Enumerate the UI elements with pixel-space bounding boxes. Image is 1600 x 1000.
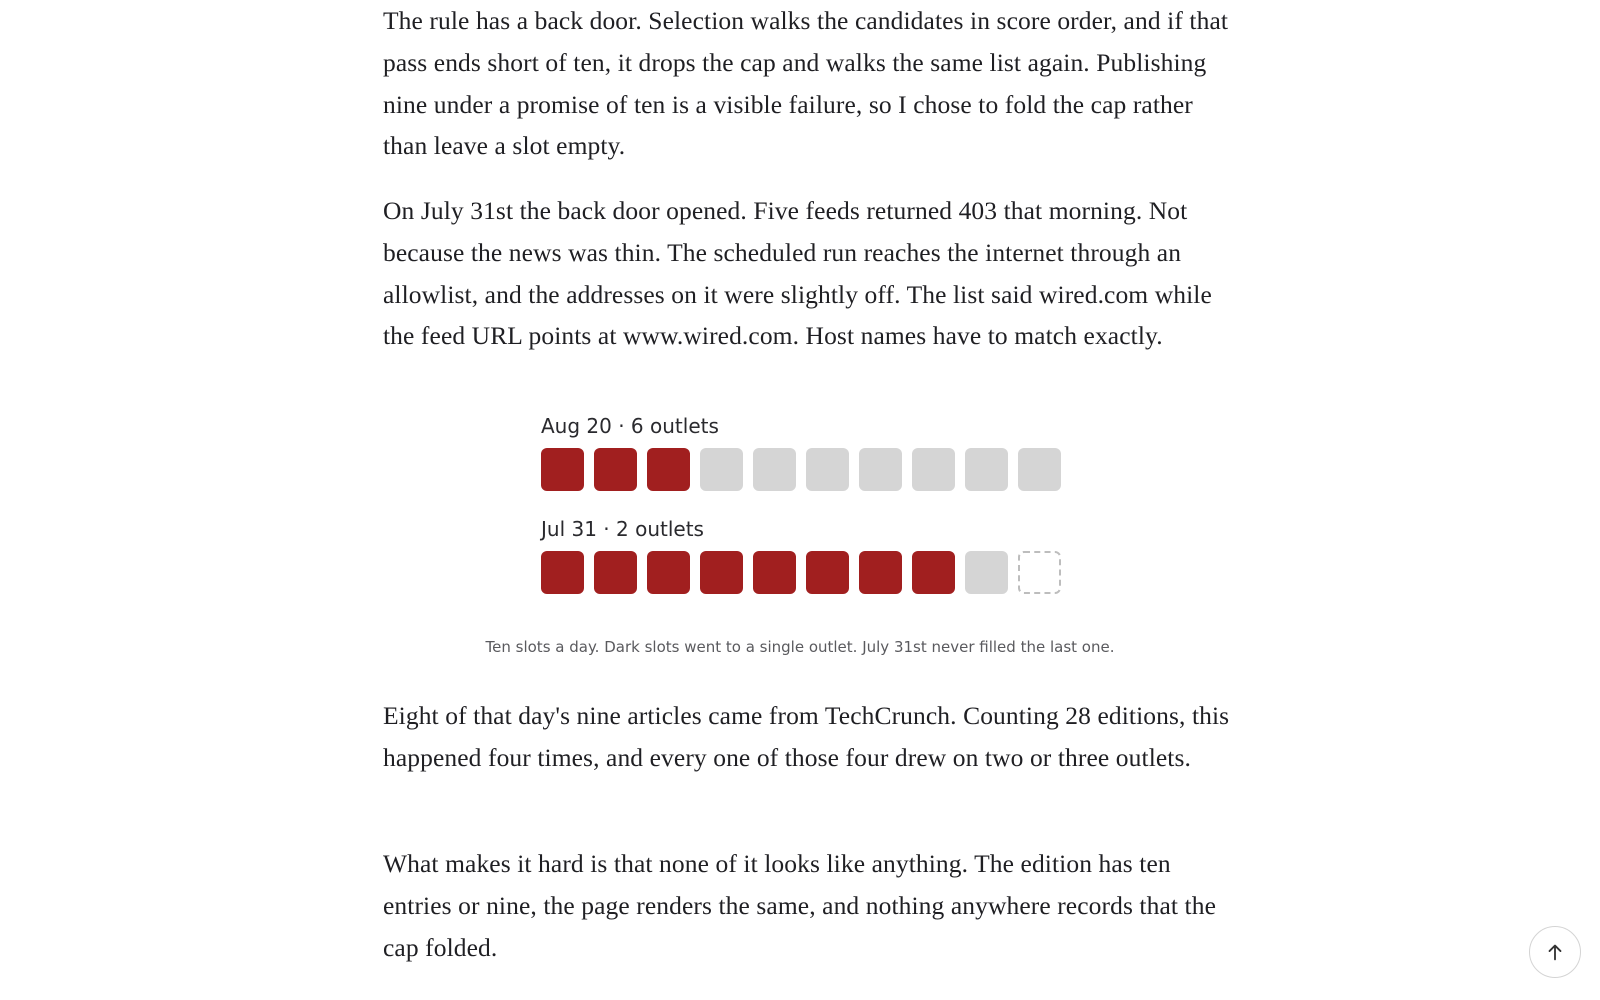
- slot-strip: [541, 448, 1071, 492]
- slot-empty: [1018, 551, 1061, 594]
- slot-strip: [541, 551, 1071, 595]
- slot-dark: [859, 551, 902, 594]
- paragraph-techcrunch: Eight of that day's nine articles came from TechCrunch. Counting 28 editions, this happened four times, and every one of those four drew on two or three outlets.: [383, 701, 1230, 772]
- slot-light: [912, 448, 955, 491]
- paragraph-july-31: On July 31st the back door opened. Five feeds returned 403 that morning. Not because the news was thin. The scheduled run reaches the internet through an allowlist, and the addresses on it were slightly off. The list said wired.com while the feed URL points at www.wired.com. Host names have to match exactly.: [383, 196, 1212, 351]
- slot-dark: [647, 551, 690, 594]
- edition-row-label: Aug 20 · 6 outlets: [541, 414, 719, 438]
- slot-light: [1018, 448, 1061, 491]
- arrow-up-icon: [1544, 941, 1566, 963]
- slot-dark: [647, 448, 690, 491]
- slot-light: [859, 448, 902, 491]
- slot-dark: [594, 448, 637, 491]
- edition-row-jul-31: [541, 515, 1071, 595]
- slot-dark: [912, 551, 955, 594]
- slot-light: [806, 448, 849, 491]
- slot-light: [965, 551, 1008, 594]
- paragraph-back-door: The rule has a back door. Selection walks the candidates in score order, and if that pass ends short of ten, it drops the cap and walks the same list again. Publishing nine under a promise of ten is a visible failure, so I chose to fold the cap rather than leave a slot empty.: [383, 6, 1229, 161]
- slot-light: [965, 448, 1008, 491]
- slot-light: [753, 448, 796, 491]
- figure-caption: Ten slots a day. Dark slots went to a single outlet. July 31st never filled the last one.: [485, 638, 1115, 656]
- paragraph-hard-to-see: What makes it hard is that none of it looks like anything. The edition has ten entries or nine, the page renders the same, and nothing anywhere records that the cap folded.: [383, 849, 1217, 962]
- slot-light: [700, 448, 743, 491]
- slot-dark: [541, 448, 584, 491]
- slot-dark: [806, 551, 849, 594]
- slot-dark: [753, 551, 796, 594]
- edition-row-aug-20: [541, 412, 1071, 492]
- slot-dark: [541, 551, 584, 594]
- scroll-to-top-button[interactable]: [1529, 926, 1581, 978]
- edition-row-label: Jul 31 · 2 outlets: [541, 517, 704, 541]
- slot-dark: [700, 551, 743, 594]
- slot-dark: [594, 551, 637, 594]
